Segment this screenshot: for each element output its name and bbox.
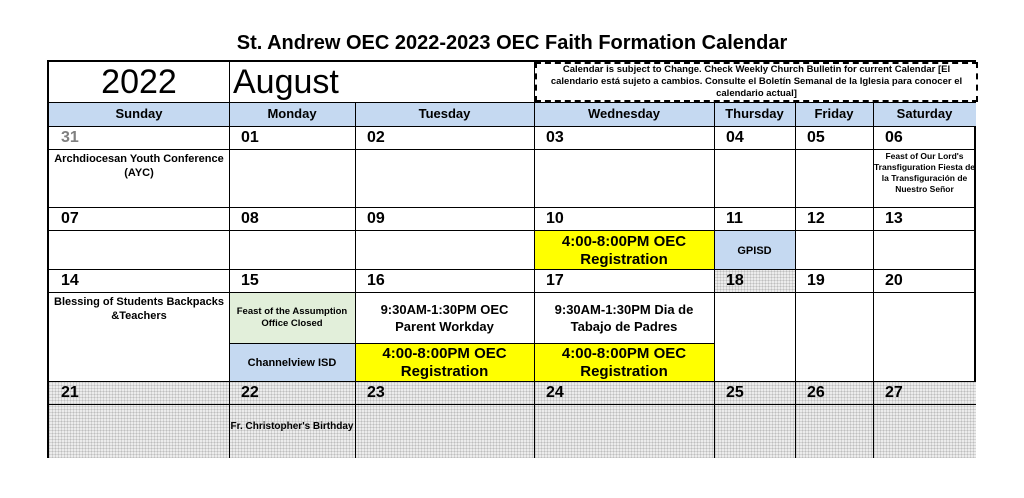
day-header-tuesday: Tuesday <box>355 103 534 127</box>
gridline <box>49 269 976 270</box>
date-02: 02 <box>367 129 385 146</box>
gridline <box>795 103 796 458</box>
event-parent-workday: 9:30AM-1:30PM OEC Parent Workday <box>380 302 509 334</box>
date-21: 21 <box>61 384 79 401</box>
date-25: 25 <box>726 384 744 401</box>
date-20: 20 <box>885 272 903 289</box>
date-12: 12 <box>807 210 825 227</box>
month-label: August <box>233 63 339 101</box>
event-registration-aug-10: 4:00-8:00PM OEC Registration <box>534 231 714 270</box>
calendar-grid <box>47 60 976 458</box>
gridline <box>49 381 976 382</box>
event-birthday: Fr. Christopher's Birthday <box>230 421 354 432</box>
date-13: 13 <box>885 210 903 227</box>
date-16: 16 <box>367 272 385 289</box>
date-05: 05 <box>807 129 825 146</box>
gridline <box>49 404 976 405</box>
day-header-thursday: Thursday <box>714 103 795 127</box>
day-header-monday: Monday <box>229 103 355 127</box>
date-24: 24 <box>546 384 564 401</box>
gridline <box>355 103 356 458</box>
gridline <box>714 103 715 458</box>
gridline <box>49 230 976 231</box>
date-10: 10 <box>546 210 564 227</box>
date-01: 01 <box>241 129 259 146</box>
date-19: 19 <box>807 272 825 289</box>
date-11: 11 <box>726 210 743 227</box>
gridline <box>49 126 976 127</box>
calendar-title: St. Andrew OEC 2022-2023 OEC Faith Formation Calendar <box>236 32 788 54</box>
date-26: 26 <box>807 384 825 401</box>
day-header-saturday: Saturday <box>873 103 976 127</box>
gridline <box>49 149 976 150</box>
event-registration-aug-16: 4:00-8:00PM OEC Registration <box>355 344 534 382</box>
event-transfiguration: Feast of Our Lord's Transfiguration Fiesta de la Transfiguración de Nuestro Señor <box>873 151 976 194</box>
event-registration-aug-17: 4:00-8:00PM OEC Registration <box>534 344 714 382</box>
date-06: 06 <box>885 129 903 146</box>
event-dia-de-tabajo: 9:30AM-1:30PM Dia de Tabajo de Padres <box>554 302 694 334</box>
date-03: 03 <box>546 129 564 146</box>
date-18: 18 <box>714 270 795 293</box>
date-07: 07 <box>61 210 79 227</box>
day-header-friday: Friday <box>795 103 873 127</box>
day-header-wednesday: Wednesday <box>534 103 714 127</box>
gridline <box>49 102 976 103</box>
event-channelview-isd: Channelview ISD <box>229 344 355 382</box>
date-08: 08 <box>241 210 259 227</box>
date-22: 22 <box>241 384 259 401</box>
date-31: 31 <box>61 129 79 146</box>
gridline <box>534 62 535 458</box>
date-14: 14 <box>61 272 79 289</box>
gridline <box>49 292 976 293</box>
date-09: 09 <box>367 210 385 227</box>
gridline <box>49 207 976 208</box>
date-04: 04 <box>726 129 744 146</box>
gridline <box>229 343 714 344</box>
date-27: 27 <box>885 384 903 401</box>
gridline <box>873 103 874 458</box>
date-23: 23 <box>367 384 385 401</box>
year-label: 2022 <box>101 63 177 101</box>
disclaimer-note: Calendar is subject to Change. Check Weekly Church Bulletin for current Calendar [El calendario está sujeto a cambios. Consulte el Boletín Semanal de la Iglesia para conocer el calendario actual] <box>535 62 978 102</box>
event-ayc: Archdiocesan Youth Conference (AYC) <box>54 153 224 179</box>
date-15: 15 <box>241 272 259 289</box>
event-blessing: Blessing of Students Backpacks &Teachers <box>54 296 224 322</box>
event-gpisd: GPISD <box>714 231 795 270</box>
day-header-sunday: Sunday <box>49 103 229 127</box>
gridline <box>229 62 230 458</box>
date-17: 17 <box>546 272 564 289</box>
event-assumption: Feast of the Assumption Office Closed <box>229 293 355 343</box>
